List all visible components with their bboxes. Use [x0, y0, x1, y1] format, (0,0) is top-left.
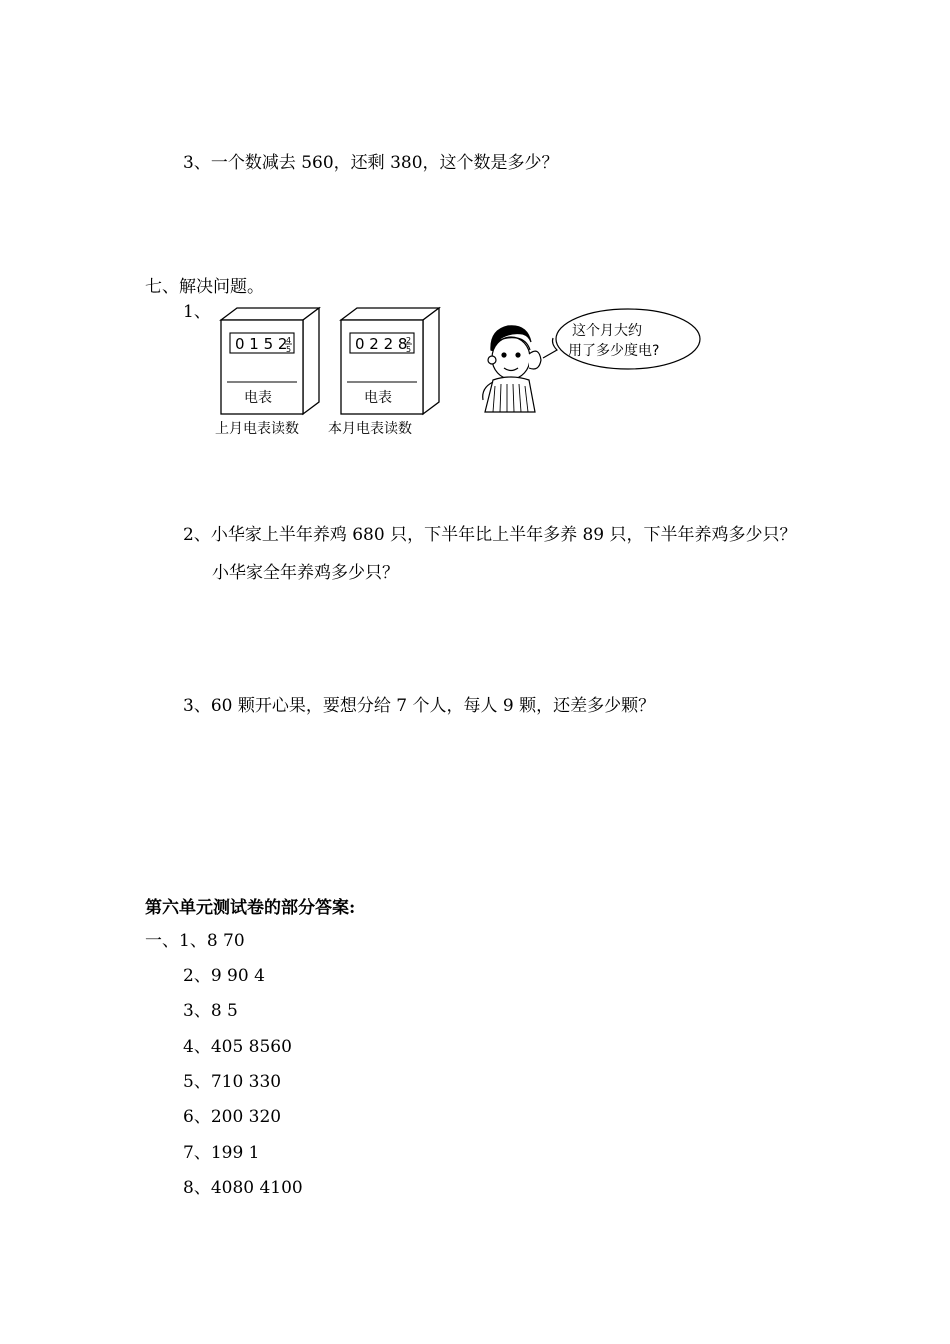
question-number: 1、 — [183, 302, 211, 322]
answer-line: 5、710 330 — [183, 1072, 282, 1092]
meter-this-label: 电表 — [364, 390, 392, 406]
meter-this-fraction-top: 2 — [406, 336, 412, 345]
question-q3-part6: 3、一个数减去 560，还剩 380，这个数是多少？ — [183, 153, 559, 173]
electric-meter-figure — [205, 302, 705, 442]
answer-line: 7、199 1 — [183, 1143, 260, 1163]
answer-line: 3、8 5 — [183, 1001, 238, 1021]
answer-line: 8、4080 4100 — [183, 1178, 303, 1198]
speech-line-1: 这个月大约 — [572, 323, 642, 339]
answer-line: 6、200 320 — [183, 1107, 282, 1127]
boy-illustration — [483, 326, 541, 412]
meter-last-label: 电表 — [244, 390, 272, 406]
section-title: 七、解决问题。 — [145, 277, 264, 297]
meter-last-fraction-top: 4 — [286, 336, 292, 345]
caption-this-month: 本月电表读数 — [328, 421, 412, 437]
answer-line: 一、1、8 70 — [145, 931, 245, 951]
speech-line-2: 用了多少度电? — [568, 343, 660, 359]
meter-last-digits: 0 1 5 2 — [235, 335, 288, 353]
answers-title: 第六单元测试卷的部分答案: — [145, 898, 356, 918]
meter-this-digits: 0 2 2 8 — [355, 335, 408, 353]
speech-bubble — [543, 309, 700, 369]
answer-line: 4、405 8560 — [183, 1037, 292, 1057]
caption-last-month: 上月电表读数 — [215, 421, 299, 437]
meter-this-fraction-bottom: 5 — [406, 345, 412, 354]
question-q3: 3、60 颗开心果，要想分给 7 个人，每人 9 颗，还差多少颗？ — [183, 696, 656, 716]
meter-last-fraction-bottom: 5 — [286, 345, 292, 354]
answer-line: 2、9 90 4 — [183, 966, 265, 986]
meter-this-month — [341, 308, 439, 414]
question-q2-line1: 2、小华家上半年养鸡 680 只，下半年比上半年多养 89 只，下半年养鸡多少只？ — [183, 525, 797, 545]
question-q2-line2: 小华家全年养鸡多少只？ — [212, 563, 399, 583]
meter-last-month — [221, 308, 319, 414]
